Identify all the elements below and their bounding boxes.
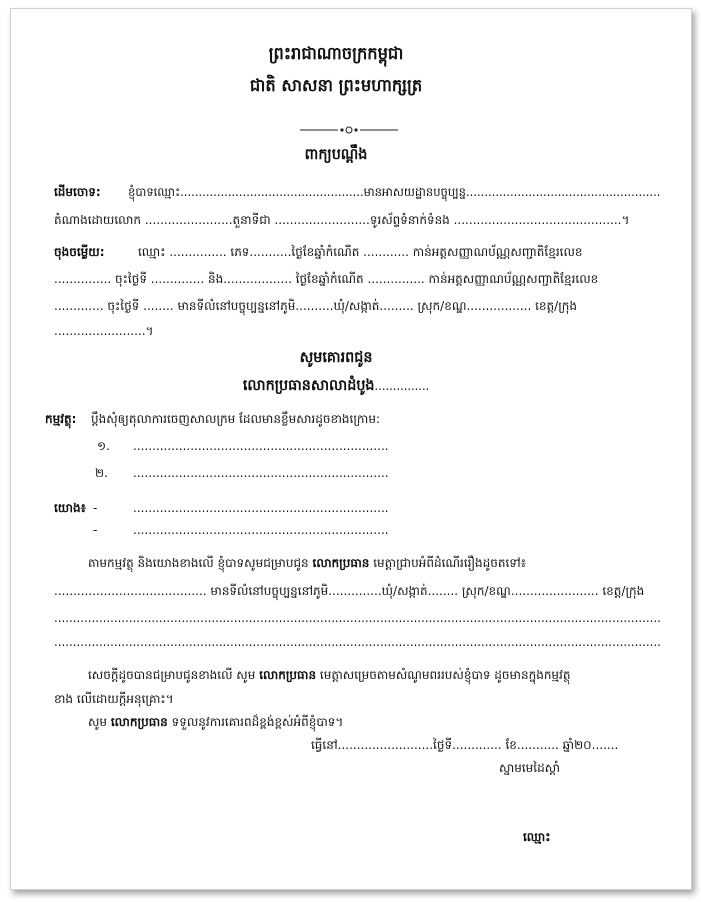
- addressee-greeting: សូមគោរពជូន: [299, 348, 373, 366]
- closing-respect-line: [88, 716, 343, 728]
- defendant-line-3: ............. ចុះថ្ងៃទី ........ មានទីលំនៅបច្ចុប្បន្ននៅភូមិ..........ឃុំ/សង្កាត់......... ស្រុក/ខណ្ឌ................. ខេត្ត/ក្រុង: [54, 299, 578, 313]
- reference-label: យោង៖: [54, 501, 86, 515]
- kingdom-heading: ព្រះរាជាណាចក្រកម្ពុជា: [268, 44, 404, 64]
- reference-item-dots: ...................................................................: [133, 501, 389, 515]
- plaintiff-line-1: ខ្ញុំបាទឈ្មោះ..................................................មានអាសយដ្ឋានបច្ចុប្បន្ន.....................................................: [128, 185, 661, 199]
- paragraph-text: តាមកម្មវត្ថុ និងយោងខាងលើ ខ្ញុំបាទសូមជម្រាបជូន: [88, 556, 309, 570]
- subject-item-number: ១.: [97, 439, 110, 453]
- body-paragraph-1-line-1: [88, 557, 526, 569]
- paragraph-emphasis: លោកប្រធាន: [259, 668, 317, 682]
- body-paragraph-1-line-4: ..................................................................................................................................................................: [54, 635, 661, 649]
- paragraph-text: ទទួលនូវការគោរពដ៏ខ្ពង់ខ្ពស់អំពីខ្ញុំបាទ។: [171, 715, 344, 729]
- date-place-line: ធ្វើនៅ.........................ថ្ងៃទី............. ខែ........... ឆ្នាំ២០.......: [311, 738, 619, 752]
- paragraph-text: សេចក្ដីដូចបានជម្រាបជូនខាងលើ សូម: [88, 668, 256, 682]
- defendant-line-2: ............... ចុះថ្ងៃទី .............. និង.................. ថ្ងៃខែឆ្នាំកំណើត ............... កាន់អត្តសញ្ញាណប័ណ្ណសញ្ជាតិខ្មែរលេខ: [54, 272, 599, 286]
- paragraph-emphasis: លោកប្រធាន: [312, 556, 370, 570]
- document-page: [10, 8, 692, 890]
- body-paragraph-2-line-1: [88, 669, 570, 681]
- motto-heading: ជាតិ សាសនា ព្រះមហាក្សត្រ: [249, 76, 423, 96]
- reference-item-bullet: -: [93, 523, 98, 537]
- defendant-label: ចុងចម្លើយ:: [54, 245, 105, 259]
- plaintiff-label: ដើមចោទ:: [54, 185, 101, 199]
- addressee-recipient: [11, 377, 661, 393]
- defendant-line-4: ........................។: [54, 324, 154, 338]
- paragraph-emphasis: លោកប្រធាន: [110, 715, 168, 729]
- addressee-dots: ...............: [374, 379, 430, 393]
- paragraph-text: សូម: [88, 715, 108, 729]
- reference-item-bullet: -: [93, 501, 98, 515]
- thumbprint-label: ស្នាមមេដៃស្ដាំ: [499, 761, 560, 775]
- paragraph-text: មេត្តាជ្រាបអំពីដំណើររឿងដូចតទៅ៖: [373, 556, 527, 570]
- document-title: ពាក្យបណ្ដឹង: [304, 145, 368, 163]
- subject-item-dots: ...................................................................: [133, 466, 389, 480]
- body-paragraph-1-line-2: ........................................ មានទីលំនៅបច្ចុប្បន្ននៅភូមិ..............ឃុំ/សង្កាត់........ ស្រុក/ខណ្ឌ....................... ខេត្ត/ក្រុង: [54, 584, 645, 598]
- defendant-line-1: ឈ្មោះ ............... ភេទ...........ថ្ងៃខែឆ្នាំកំណើត ............ កាន់អត្តសញ្ញាណប័ណ្ណសញ្ជាតិខ្មែរលេខ: [138, 245, 583, 259]
- addressee-title: លោកប្រធានសាលាដំបូង: [242, 376, 375, 394]
- body-paragraph-1-line-3: ..................................................................................................................................................................: [54, 611, 661, 625]
- subject-label: កម្មវត្ថុ:: [45, 412, 77, 426]
- ornament-divider-icon: [300, 125, 398, 135]
- plaintiff-line-2: តំណាងដោយលោក .......................តួនាទីជា .........................ទូរស័ព្ទទំនាក់ទំនង ............................................។: [54, 213, 630, 227]
- subject-item-number: ២.: [95, 466, 108, 480]
- subject-text: ប្ដឹងសុំឲ្យតុលាការចេញសាលក្រម ដែលមានខ្លឹមសារដូចខាងក្រោម:: [91, 412, 380, 426]
- signatory-name-label: ឈ្មោះ: [523, 830, 551, 844]
- subject-item-dots: ...................................................................: [133, 439, 389, 453]
- body-paragraph-2-line-2: ខាង លើដោយក្ដីអនុគ្រោះ។: [54, 692, 174, 706]
- reference-item-dots: ...................................................................: [133, 523, 389, 537]
- paragraph-text: មេត្តាសម្រេចតាមសំណូមពររបស់ខ្ញុំបាទ ដូចមានក្នុងកម្មវត្ថុ: [319, 668, 571, 682]
